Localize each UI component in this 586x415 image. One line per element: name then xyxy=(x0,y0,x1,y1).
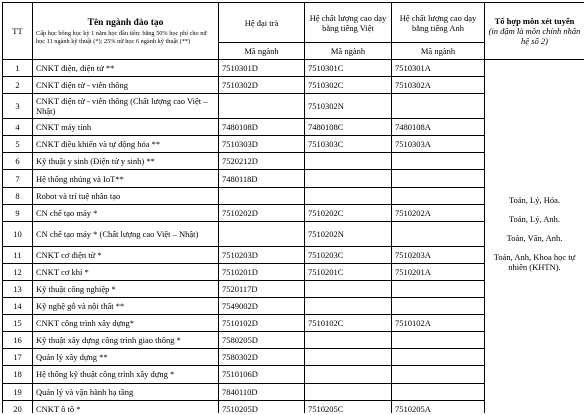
code-hq-vietnamese-cell: 7510202C xyxy=(305,204,392,221)
header-combo-note: (in đậm là môn chính nhân hệ số 2) xyxy=(488,26,581,46)
major-name-cell: CNKT điện tử - viễn thông (Chất lượng cao Việt – Nhật) xyxy=(33,94,219,119)
code-hq-vietnamese-cell xyxy=(305,383,392,400)
code-hq-english-cell: 7510201A xyxy=(392,263,485,280)
subject-combination-item: Toán, Lý, Anh. xyxy=(508,214,561,225)
row-number-cell: 17 xyxy=(3,349,33,366)
row-number-cell: 2 xyxy=(3,77,33,94)
major-name-cell: CNKT điện tử - viễn thông xyxy=(33,77,219,94)
subject-combination-item: Toán, Anh, Khoa học tự nhiên (KHTN). xyxy=(493,252,576,273)
code-standard-cell: 7520117D xyxy=(219,280,305,297)
code-hq-english-cell: 7510301A xyxy=(392,60,485,77)
header-code-hq-english: Mã ngành xyxy=(392,43,485,60)
header-major-name xyxy=(33,3,219,60)
code-hq-english-cell xyxy=(392,349,485,366)
code-standard-cell: 7510202D xyxy=(219,204,305,221)
row-number-cell: 16 xyxy=(3,332,33,349)
code-standard-cell: 7580302D xyxy=(219,349,305,366)
major-name-cell: Kỹ thuật công nghiệp * xyxy=(33,280,219,297)
code-hq-vietnamese-cell xyxy=(305,187,392,204)
row-number-cell: 12 xyxy=(3,263,33,280)
row-number-cell: 8 xyxy=(3,187,33,204)
header-program-hq-vietnamese: Hệ chất lượng cao dạy bằng tiếng Việt xyxy=(305,3,392,43)
majors-table xyxy=(2,2,584,413)
major-name-cell: Robot và trí tuệ nhân tạo xyxy=(33,187,219,204)
code-standard-cell: 7580205D xyxy=(219,332,305,349)
major-name-cell: CN chế tạo máy * (Chất lượng cao Việt – Nhật) xyxy=(33,221,219,246)
row-number-cell: 10 xyxy=(3,221,33,246)
code-standard-cell xyxy=(219,94,305,119)
code-hq-english-cell: 7510303A xyxy=(392,136,485,153)
code-hq-english-cell xyxy=(392,187,485,204)
major-name-cell: CNKT ô tô * xyxy=(33,400,219,413)
code-standard-cell: 7480108D xyxy=(219,119,305,136)
code-hq-english-cell xyxy=(392,298,485,315)
code-hq-english-cell: 7510203A xyxy=(392,246,485,263)
major-name-cell: CN chế tạo máy * xyxy=(33,204,219,221)
major-name-cell: Quản lý và vận hành hạ tầng xyxy=(33,383,219,400)
code-hq-english-cell: 7510302A xyxy=(392,77,485,94)
header-major-name-title: Tên ngành đào tạo xyxy=(87,18,164,29)
code-hq-vietnamese-cell: 7510205C xyxy=(305,400,392,413)
major-name-cell: CNKT cơ khí * xyxy=(33,263,219,280)
header-program-hq-english: Hệ chất lượng cao dạy bằng tiếng Anh xyxy=(392,3,485,43)
code-hq-vietnamese-cell xyxy=(305,153,392,170)
code-standard-cell: 7840110D xyxy=(219,383,305,400)
code-hq-vietnamese-cell xyxy=(305,298,392,315)
row-number-cell: 5 xyxy=(3,136,33,153)
code-standard-cell: 7520212D xyxy=(219,153,305,170)
major-name-cell: CNKT công trình xây dựng* xyxy=(33,315,219,332)
code-hq-vietnamese-cell xyxy=(305,170,392,187)
code-standard-cell: 7510205D xyxy=(219,400,305,413)
major-name-cell: CNKT cơ điện tử * xyxy=(33,246,219,263)
subject-combination-item: Toán, Văn, Anh. xyxy=(506,233,563,244)
code-hq-vietnamese-cell: 7480108C xyxy=(305,119,392,136)
code-hq-english-cell xyxy=(392,94,485,119)
table-row xyxy=(3,60,585,77)
header-combo-title: Tổ hợp môn xét tuyển xyxy=(494,16,575,26)
code-hq-english-cell: 7510205A xyxy=(392,400,485,413)
header-code-standard: Mã ngành xyxy=(219,43,305,60)
code-standard-cell xyxy=(219,221,305,246)
row-number-cell: 1 xyxy=(3,60,33,77)
code-hq-english-cell xyxy=(392,366,485,383)
majors-table-body xyxy=(3,60,585,414)
row-number-cell: 15 xyxy=(3,315,33,332)
code-hq-english-cell xyxy=(392,383,485,400)
code-hq-english-cell: 7510102A xyxy=(392,315,485,332)
code-hq-vietnamese-cell: 7510102C xyxy=(305,315,392,332)
header-scholarship-note: Cấp học bổng học kỳ 1 năm học đầu tiên: bằng 50% học phí cho nữ học 11 ngành kỹ thuật (*); 25% nữ học 6 ngành kỹ thuật (**) xyxy=(36,30,207,45)
row-number-cell: 14 xyxy=(3,298,33,315)
code-hq-vietnamese-cell: 7510301C xyxy=(305,60,392,77)
header-tt: TT xyxy=(3,3,33,60)
major-name-cell: CNKT điều khiển và tự động hóa ** xyxy=(33,136,219,153)
code-hq-vietnamese-cell xyxy=(305,366,392,383)
code-hq-english-cell xyxy=(392,153,485,170)
code-hq-vietnamese-cell: 7510201C xyxy=(305,263,392,280)
major-name-cell: Kỹ nghệ gỗ và nội thất ** xyxy=(33,298,219,315)
code-standard-cell: 7480118D xyxy=(219,170,305,187)
code-standard-cell: 7510203D xyxy=(219,246,305,263)
major-name-cell: Kỹ thuật y sinh (Điện tử y sinh) ** xyxy=(33,153,219,170)
row-number-cell: 18 xyxy=(3,366,33,383)
code-hq-english-cell: 7510202A xyxy=(392,204,485,221)
row-number-cell: 20 xyxy=(3,400,33,413)
code-standard-cell: 7510301D xyxy=(219,60,305,77)
code-hq-vietnamese-cell: 7510302N xyxy=(305,94,392,119)
header-code-hq-vietnamese: Mã ngành xyxy=(305,43,392,60)
major-name-cell: Quản lý xây dựng ** xyxy=(33,349,219,366)
major-name-cell: Hệ thống nhúng và IoT** xyxy=(33,170,219,187)
row-number-cell: 6 xyxy=(3,153,33,170)
row-number-cell: 4 xyxy=(3,119,33,136)
code-standard-cell xyxy=(219,187,305,204)
code-hq-vietnamese-cell xyxy=(305,280,392,297)
row-number-cell: 13 xyxy=(3,280,33,297)
row-number-cell: 11 xyxy=(3,246,33,263)
row-number-cell: 3 xyxy=(3,94,33,119)
major-name-cell: CNKT điện, điện tử ** xyxy=(33,60,219,77)
code-hq-english-cell xyxy=(392,221,485,246)
code-hq-vietnamese-cell: 7510203C xyxy=(305,246,392,263)
code-hq-english-cell xyxy=(392,170,485,187)
major-name-cell: CNKT máy tính xyxy=(33,119,219,136)
code-standard-cell: 7510302D xyxy=(219,77,305,94)
code-hq-english-cell xyxy=(392,280,485,297)
code-hq-vietnamese-cell: 7510303C xyxy=(305,136,392,153)
header-subject-combinations xyxy=(485,3,585,60)
code-standard-cell: 7510303D xyxy=(219,136,305,153)
major-name-cell: Hệ thống kỹ thuật công trình xây dựng * xyxy=(33,366,219,383)
code-standard-cell: 7510102D xyxy=(219,315,305,332)
subject-combinations-cell xyxy=(485,60,585,414)
major-name-cell: Kỹ thuật xây dựng công trình giao thông * xyxy=(33,332,219,349)
code-hq-vietnamese-cell: 7510302C xyxy=(305,77,392,94)
code-hq-english-cell: 7480108A xyxy=(392,119,485,136)
admissions-table-page xyxy=(2,2,584,413)
code-hq-vietnamese-cell: 7510202N xyxy=(305,221,392,246)
code-hq-english-cell xyxy=(392,332,485,349)
code-hq-vietnamese-cell xyxy=(305,332,392,349)
subject-combination-item: Toán, Lý, Hóa. xyxy=(508,195,561,206)
row-number-cell: 9 xyxy=(3,204,33,221)
code-standard-cell: 7549002D xyxy=(219,298,305,315)
row-number-cell: 19 xyxy=(3,383,33,400)
code-standard-cell: 7510106D xyxy=(219,366,305,383)
row-number-cell: 7 xyxy=(3,170,33,187)
code-standard-cell: 7510201D xyxy=(219,263,305,280)
code-hq-vietnamese-cell xyxy=(305,349,392,366)
header-program-standard: Hệ đại trà xyxy=(219,3,305,43)
